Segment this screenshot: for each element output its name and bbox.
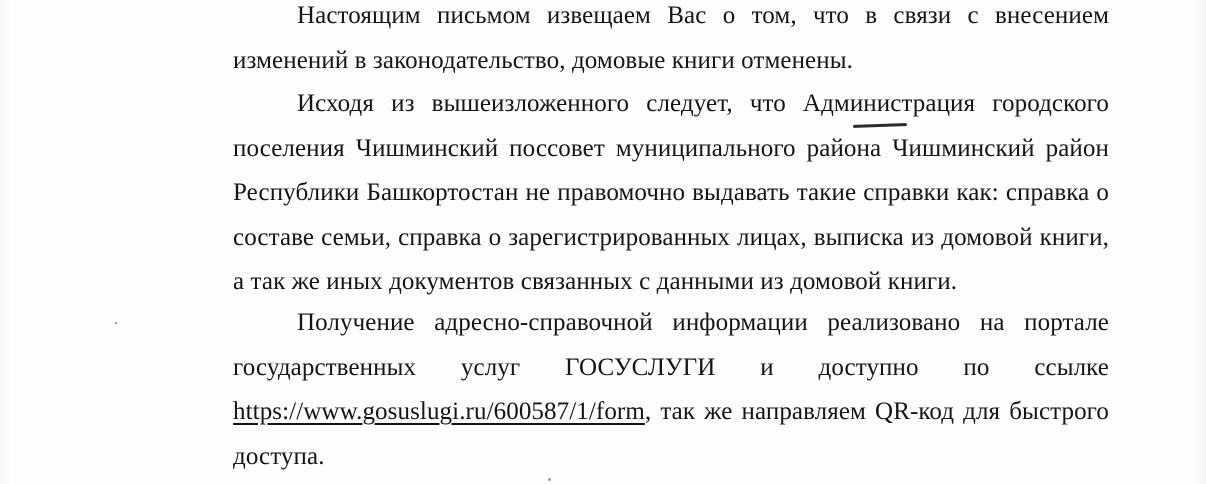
paragraph-gosuslugi-text-start: Получение адресно-справочной информации реализовано на портале государственных услуг ГОСУСЛУГИ и доступно по ссылке [233, 309, 1109, 381]
paragraph-restriction: Исходя из вышеизложенного следует, что Администрация городского поселения Чишминский поссовет муниципального района Чишминский район Республики Башкортостан не правомочно выдавать такие справки как: справка о составе семьи, справка о зарегистрированных лицах, выписка из домовой книги, а так же иных документов связанных с данными из домовой книги. [233, 90, 1109, 295]
scan-speck [115, 322, 117, 324]
gosuslugi-form-link[interactable]: https://www.gosuslugi.ru/600587/1/form [233, 398, 645, 425]
paragraph-gosuslugi-text-end: , так же направляем QR-код для быстрого доступа. [233, 398, 1109, 470]
page-edge-right [1192, 0, 1206, 484]
paragraph-gosuslugi [233, 301, 1109, 479]
page-edge-left [0, 0, 14, 484]
scan-dot [548, 478, 551, 481]
paragraph-notice: Настоящим письмом извещаем Вас о том, что в связи с внесением изменений в законодательство, домовые книги отменены. [233, 2, 1109, 74]
